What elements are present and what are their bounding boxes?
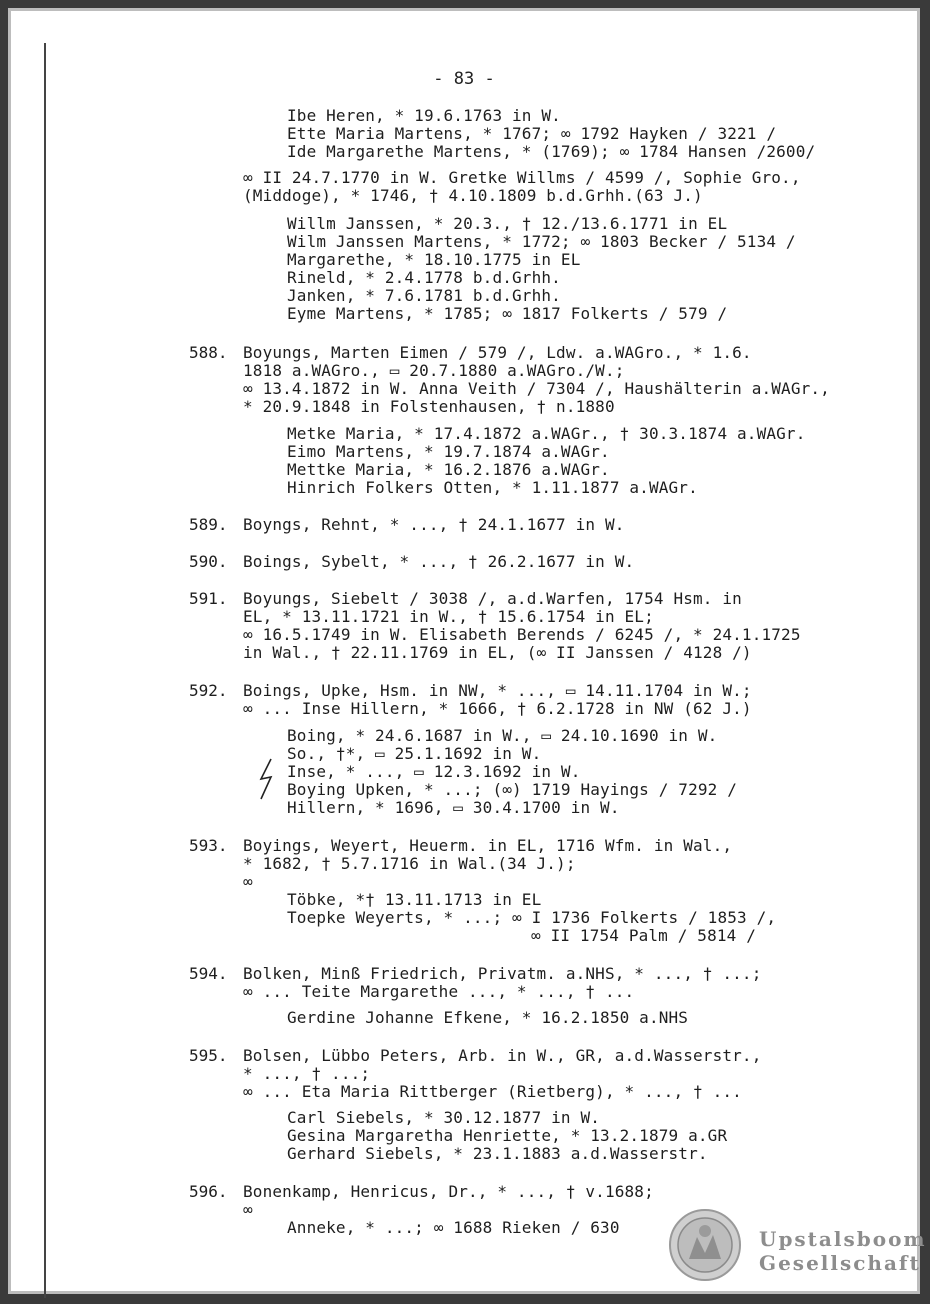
text-line: So., †*, ▭ 25.1.1692 in W. — [287, 744, 542, 763]
text-line: Ibe Heren, * 19.6.1763 in W. — [287, 106, 561, 125]
document-page — [8, 8, 927, 1294]
entry-head: Boyungs, Siebelt / 3038 /, a.d.Warfen, 1754 Hsm. in — [243, 589, 742, 608]
text-line: ∞ II 1754 Palm / 5814 / — [531, 926, 757, 945]
entry-number: 593. — [189, 836, 228, 855]
entry-head: Bolken, Minß Friedrich, Privatm. a.NHS, * ..., † ...; — [243, 964, 762, 983]
text-line: Ette Maria Martens, * 1767; ∞ 1792 Hayken / 3221 / — [287, 124, 777, 143]
text-line: Wilm Janssen Martens, * 1772; ∞ 1803 Becker / 5134 / — [287, 232, 796, 251]
entry-head: Boyngs, Rehnt, * ..., † 24.1.1677 in W. — [243, 515, 625, 534]
text-line: * 1682, † 5.7.1716 in Wal.(34 J.); — [243, 854, 576, 873]
text-line: (Middoge), * 1746, † 4.10.1809 b.d.Grhh.(63 J.) — [243, 186, 703, 205]
text-line: Boying Upken, * ...; (∞) 1719 Hayings / 7292 / — [287, 780, 738, 799]
entry-head: Boings, Sybelt, * ..., † 26.2.1677 in W. — [243, 552, 635, 571]
text-line: Eyme Martens, * 1785; ∞ 1817 Folkerts / 579 / — [287, 304, 728, 323]
text-line: in Wal., † 22.11.1769 in EL, (∞ II Janssen / 4128 /) — [243, 643, 752, 662]
text-line: ∞ — [243, 1200, 253, 1219]
watermark-line: Gesellschaft — [759, 1251, 921, 1275]
text-line: Carl Siebels, * 30.12.1877 in W. — [287, 1108, 601, 1127]
lightning-mark-icon — [257, 757, 277, 801]
text-line: ∞ — [243, 872, 253, 891]
text-line: Gerdine Johanne Efkene, * 16.2.1850 a.NHS — [287, 1008, 689, 1027]
text-line: Hillern, * 1696, ▭ 30.4.1700 in W. — [287, 798, 620, 817]
entry-number: 588. — [189, 343, 228, 362]
watermark-text — [759, 1227, 927, 1275]
watermark-line: Upstalsboom — [759, 1227, 927, 1251]
text-line: ∞ ... Inse Hillern, * 1666, † 6.2.1728 in NW (62 J.) — [243, 699, 752, 718]
entry-number: 594. — [189, 964, 228, 983]
text-line: Boing, * 24.6.1687 in W., ▭ 24.10.1690 in W. — [287, 726, 718, 745]
entry-number: 589. — [189, 515, 228, 534]
text-line: * 20.9.1848 in Folstenhausen, † n.1880 — [243, 397, 615, 416]
seal-icon — [667, 1207, 743, 1283]
entry-head: Boyungs, Marten Eimen / 579 /, Ldw. a.WAGro., * 1.6. — [243, 343, 752, 362]
text-line: ∞ ... Teite Margarethe ..., * ..., † ... — [243, 982, 635, 1001]
page-number: - 83 - — [433, 69, 495, 89]
text-line: * ..., † ...; — [243, 1064, 371, 1083]
text-line: Willm Janssen, * 20.3., † 12./13.6.1771 in EL — [287, 214, 728, 233]
text-line: Gerhard Siebels, * 23.1.1883 a.d.Wasserstr. — [287, 1144, 708, 1163]
text-line: Hinrich Folkers Otten, * 1.11.1877 a.WAGr. — [287, 478, 698, 497]
text-line: Metke Maria, * 17.4.1872 a.WAGr., † 30.3.1874 a.WAGr. — [287, 424, 806, 443]
text-line: EL, * 13.11.1721 in W., † 15.6.1754 in EL; — [243, 607, 654, 626]
entry-head: Boyings, Weyert, Heuerm. in EL, 1716 Wfm. in Wal., — [243, 836, 733, 855]
text-line: Gesina Margaretha Henriette, * 13.2.1879 a.GR — [287, 1126, 728, 1145]
text-line: Margarethe, * 18.10.1775 in EL — [287, 250, 581, 269]
entry-head: Bonenkamp, Henricus, Dr., * ..., † v.1688; — [243, 1182, 654, 1201]
entry-head: Bolsen, Lübbo Peters, Arb. in W., GR, a.d.Wasserstr., — [243, 1046, 762, 1065]
entry-head: Boings, Upke, Hsm. in NW, * ..., ▭ 14.11.1704 in W.; — [243, 681, 752, 700]
text-line: Eimo Martens, * 19.7.1874 a.WAGr. — [287, 442, 610, 461]
text-line: Inse, * ..., ▭ 12.3.1692 in W. — [287, 762, 581, 781]
entry-number: 596. — [189, 1182, 228, 1201]
page-content — [11, 11, 923, 1297]
entry-number: 591. — [189, 589, 228, 608]
text-line: Janken, * 7.6.1781 b.d.Grhh. — [287, 286, 561, 305]
text-line: Anneke, * ...; ∞ 1688 Rieken / 630 — [287, 1218, 620, 1237]
text-line: Rineld, * 2.4.1778 b.d.Grhh. — [287, 268, 561, 287]
text-line: ∞ 16.5.1749 in W. Elisabeth Berends / 6245 /, * 24.1.1725 — [243, 625, 801, 644]
entry-number: 590. — [189, 552, 228, 571]
text-line: Töbke, *† 13.11.1713 in EL — [287, 890, 542, 909]
text-line: ∞ II 24.7.1770 in W. Gretke Willms / 4599 /, Sophie Gro., — [243, 168, 801, 187]
entry-number: 595. — [189, 1046, 228, 1065]
text-line: Toepke Weyerts, * ...; ∞ I 1736 Folkerts / 1853 /, — [287, 908, 777, 927]
entry-number: 592. — [189, 681, 228, 700]
text-line: Mettke Maria, * 16.2.1876 a.WAGr. — [287, 460, 610, 479]
text-line: ∞ ... Eta Maria Rittberger (Rietberg), * ..., † ... — [243, 1082, 742, 1101]
text-line: 1818 a.WAGro., ▭ 20.7.1880 a.WAGro./W.; — [243, 361, 625, 380]
text-line: ∞ 13.4.1872 in W. Anna Veith / 7304 /, Haushälterin a.WAGr., — [243, 379, 830, 398]
text-line: Ide Margarethe Martens, * (1769); ∞ 1784 Hansen /2600/ — [287, 142, 816, 161]
